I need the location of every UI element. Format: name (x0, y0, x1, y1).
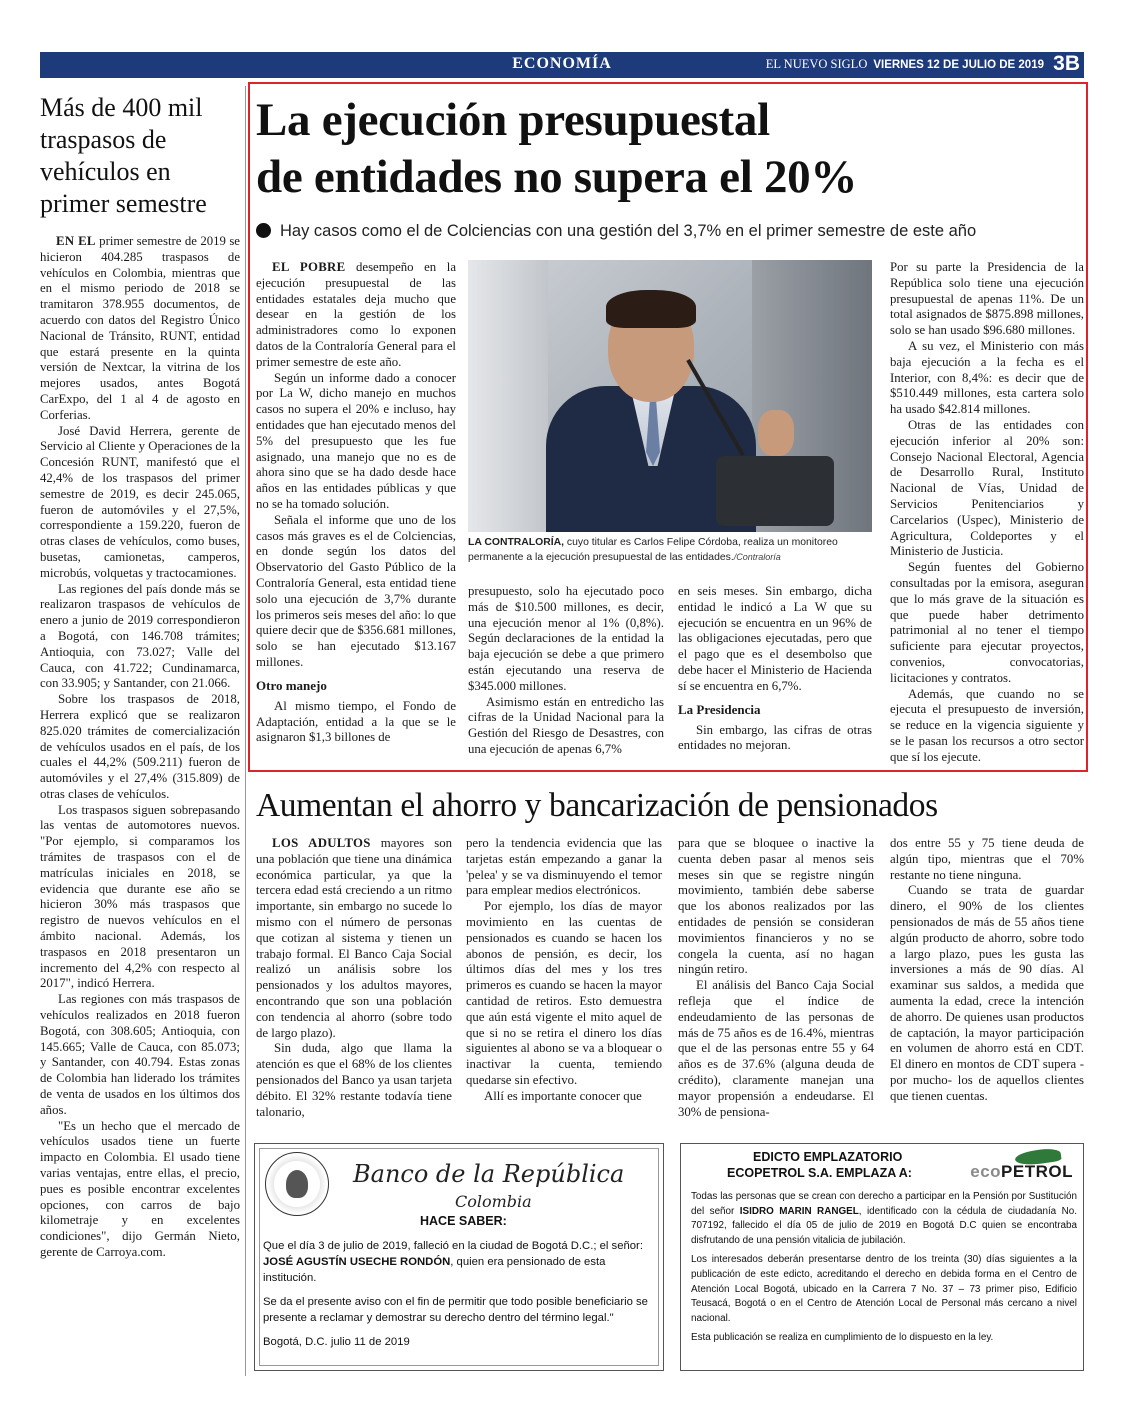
paragraph: dos entre 55 y 75 tiene deuda de algún tipo, mientras que el 70% restante no tiene ninguna. (890, 836, 1084, 882)
left-article-title: Más de 400 mil traspasos de vehículos en primer semestre (40, 93, 207, 218)
paragraph-text: mayores son una población que tiene una dinámica económica particular, ya que la tercera edad está creciendo a un ritmo importante, sin embargo no sucede lo mismo con el número de personas que cotizan al sistema y tienen un trabajo formal. El Banco Caja Social realizó un análisis sobre los pensionados y los adultos mayores, encontrando que son una población con tendencia al ahorro (sobre todo de largo plazo). (256, 836, 453, 1040)
photo-credit: /Contraloría (733, 552, 781, 562)
paragraph: Señala el informe que uno de los casos más graves es el de Colciencias, en donde según los datos del Observatorio del Gasto Público de la Contraloría General, esta entidad tiene solo una ejecución de 3,7% durante los primeros seis meses del año: lo que quiere decir que de $356.681 millones, solo se han ejecutado $13.167 millones. (256, 512, 456, 669)
caption-bold: LA CONTRALORÍA, (468, 537, 565, 548)
paragraph-text: Que el día 3 de julio de 2019, falleció en la ciudad de Bogotá D.C.; el señor: (263, 1240, 643, 1252)
paragraph: Los traspasos siguen sobrepasando las ventas de automotores nuevos. "Por ejemplo, si comparamos los trámites de traspasos con el de matrículas iniciales en 2018, se evidencia que durante ese año se hicieron 30% más traspasos que registro de nuevos vehículos en el ámbito nacional. Además, los traspasos en 2018 presentaron un incremento del 4,2% con respecto al 2017", indicó Herrera. (40, 802, 240, 991)
main-column-3 (678, 584, 872, 754)
second-column-4 (890, 836, 1084, 1105)
paragraph: Se da el presente aviso con el fin de permitir que todo posible beneficiario se presente a reclamar y demostrar su derecho dentro del término legal." (263, 1296, 648, 1324)
page-number: 3B (1053, 52, 1080, 75)
deceased-name: JOSÉ AGUSTÍN USECHE RONDÓN (263, 1256, 451, 1268)
lead-caps: EN EL (56, 234, 96, 248)
logo-part: eco (970, 1162, 1002, 1181)
main-deck (256, 219, 1086, 243)
paper-name: EL NUEVO SIGLO (765, 57, 868, 71)
second-column-2 (466, 836, 662, 1105)
subheading: La Presidencia (678, 701, 761, 717)
paragraph: "Es un hecho que el mercado de vehículos usados tiene un fuerte impacto en Colombia. El usado tiene varias ventajas, entre ellas, el precio, pues es posible encontrar excelentes opciones, con carros de bajo kilometraje y en excelentes condiciones", dijo Germán Nieto, gerente de Carroya.com. (40, 1118, 240, 1259)
paragraph-text: , identificado con la cédula de ciudadanía No. 707192, fallecido el día 05 de julio de 2019 en Bogotá D.C quien se encontraba disfrutando de una pensión vitalicia de jubilación. (691, 1205, 1077, 1246)
second-column-1 (256, 836, 452, 1120)
ecopetrol-logo (970, 1162, 1073, 1182)
paragraph: Allí es importante conocer que (484, 1088, 642, 1103)
masthead (40, 52, 1084, 78)
headline-line: de entidades no supera el 20% (256, 151, 858, 203)
logo-part: PETROL (1001, 1162, 1073, 1181)
paragraph: Bogotá, D.C. julio 11 de 2019 (263, 1336, 410, 1348)
banco-republica-notice (254, 1143, 664, 1371)
bullet-icon (256, 223, 271, 238)
paragraph: Los interesados deberán presentarse dentro de los treinta (30) días siguientes a la publicación de este edicto, acreditando el derecho en debida forma en el Centro de Atención Local Bogotá, ubicado en la Carrera 7 No. 37 – 73 primer piso, Edificio Teusacá, Bogotá o en el Centro de Atención Local de Personal más cercano a nivel nacional. (691, 1254, 1077, 1324)
paragraph: Cuando se trata de guardar dinero, el 90% de los clientes pensionados de más de 55 años tiene algún producto de ahorro, sobre todo a largo plazo, pues les gusta las inversiones a más de 90 días. Al examinar sus saldos, a medida que aumenta la edad, crece la intención de ahorro. De quienes usan productos de captación, la mayor participación en volumen de ahorro está en CDT. El dinero en montos de CDT supera -por mucho- los de aquellos clientes que tienen cuentas. (890, 883, 1084, 1103)
paragraph: José David Herrera, gerente de Servicio al Cliente y Operaciones de la Concesión RUNT, manifestó que el 42,4% de los traspasos del primer semestre de 2019, es decir 245.065, fueron de automóviles y el 27,5%, correspondiente a 159.220, fueron de otras clases de vehículos, como buses, busetas, camionetas, camperos, microbús, volquetas y tractocamiones. (40, 423, 240, 580)
photo-hand (758, 410, 794, 456)
main-headline (256, 92, 1084, 206)
lead-caps: EL POBRE (272, 260, 346, 274)
paragraph (691, 1190, 1077, 1248)
paragraph: Según un informe dado a conocer por La W, dicho manejo en muchos casos no supera el 20% e incluso, hay entidades que han ejecutado menos del 5% del presupuesto que les fue asignado, una manejo que no es de ahora sino que se ha dado desde hace años en las entidades públicas y que no se ha tomado solución. (256, 370, 456, 511)
photo-console (716, 456, 834, 526)
paragraph: Otras de las entidades con ejecución inferior al 20% son: Consejo Nacional Electoral, Agencia de Desarrollo Rural, Instituto Nacional de Vías, Unidad de Servicios Penitenciarios y Carcelarios (Uspec), Ministerio de Agricultura, Coldeportes y el Ministerio de Justicia. (890, 417, 1084, 559)
paragraph: en seis meses. Sin embargo, dicha entidad le indicó a La W que su ejecución se encuentra en un 96% de las obligaciones ejecutadas, pero que el pago que es el desembolso que debe hacer el Ministerio de Hacienda sí se encuentra en 6,7%. (678, 584, 872, 693)
edicto-title: EDICTO EMPLAZATORIO (753, 1150, 903, 1164)
paragraph-text: primer semestre de 2019 se hicieron 404.285 traspasos de vehículos en Colombia, mientras que en el mismo periodo de 2018 se tramitaron 378.955 documentos, de acuerdo con datos del Registro Único Nacional de Tránsito, RUNT, entidad que estará presente en la quinta versión de Nextcar, la vitrina de los mejores usados, antes Bogotá CarExpo, del 1 al 4 de agosto en Corferias. (40, 234, 240, 422)
edicto-subtitle: ECOPETROL S.A. EMPLAZA A: (727, 1166, 912, 1180)
deceased-name: ISIDRO MARIN RANGEL (739, 1205, 859, 1217)
paragraph: para que se bloquee o inactive la cuenta deben pasar al menos seis meses sin que se registre ningún movimiento, también debe saberse que los abonos realizados por las entidades de pensión se consideran movimientos financieros y no se congela la cuenta, así no hagan ningún retiro. (678, 836, 874, 977)
second-column-3 (678, 836, 874, 1120)
bank-seal-icon (265, 1152, 329, 1216)
paragraph: Asimismo están en entredicho las cifras de la Unidad Nacional para la Gestión del Riesgo de Desastres, con una ejecución de apenas 6,7% (468, 694, 664, 756)
paragraph: Según fuentes del Gobierno consultadas por la emisora, aseguran que lo más grave de la situación es que puede haber detrimento patrimonial al no tener el tiempo suficiente para ejecutar proyectos, convenios, convocatorias, licitaciones y contratos. (890, 560, 1084, 685)
column-divider (245, 86, 246, 1376)
ecopetrol-edicto (680, 1143, 1084, 1371)
section-name: ECONOMÍA (512, 55, 612, 72)
edicto-text (691, 1190, 1077, 1351)
caption-text: cuyo titular es Carlos Felipe Córdoba, realiza un monitoreo permanente a la ejecución presupuestal de las entidades. (468, 537, 838, 563)
paragraph (256, 260, 456, 371)
paragraph: El análisis del Banco Caja Social refleja que el índice de endeudamiento de las personas de más de 75 años es de 16.4%, mientras que el de las personas entre 55 y 64 años es de 37.6% (alguna deuda de crédito), claramente manejan una mayor propensión a endeudarse. El 30% de pensiona- (678, 978, 874, 1119)
paragraph: Por su parte la Presidencia de la República solo tiene una ejecución presupuestal de apenas 11%. De un total asignados de $875.898 millones, solo se han usado $96.680 millones. (890, 260, 1084, 338)
paragraph (263, 1238, 655, 1286)
paragraph (40, 234, 240, 424)
photo-chair (468, 260, 548, 532)
photo-hair (606, 290, 696, 328)
main-article-highlight (248, 82, 1088, 772)
paragraph: Las regiones del país donde más se realizaron traspasos de vehículos de enero a junio de 2019 correspondieron a Bogotá, con 146.708 trámites; Antioquia, con 73.027; Valle del Cauca, con 41.722; Cundinamarca, con 33.905; y Santander, con 21.066. (40, 581, 240, 691)
contraloria-photo (468, 260, 872, 532)
paragraph: Por ejemplo, los días de mayor movimiento en las cuentas de pensionados es cuando se hacen los abonos de pensión, es decir, los últimos días del mes y los tres primeros es cuando se hacen la mayor cantidad de retiros. Esto demuestra que aún está vigente el mito aquel de que si no se retira el dinero los días siguientes al abono se va a bloquear o inactivar la cuenta, temiendo quedarse sin efectivo. (466, 899, 662, 1087)
main-column-1 (256, 260, 456, 746)
headline-line: La ejecución presupuestal (256, 94, 770, 146)
paragraph: A su vez, el Ministerio con más baja ejecución a la fecha es el Interior, con 8,4%: es decir que de $510.449 millones, esta cartera solo ha usado $42.814 millones. (890, 338, 1084, 417)
paragraph: pero la tendencia evidencia que las tarjetas están empezando a ganar la 'pelea' y se va disminuyendo el temor para emplear medios electrónicos. (466, 836, 662, 898)
paragraph-text: Todas las personas que se crean con derecho a participar en la Pensión por Sustitución del señor (691, 1191, 1077, 1217)
issue-date: VIERNES 12 DE JULIO DE 2019 (873, 59, 1044, 71)
subheading: Otro manejo (256, 677, 327, 693)
bank-country: Colombia (455, 1192, 532, 1211)
second-headline: Aumentan el ahorro y bancarización de pensionados (256, 787, 938, 824)
main-column-4 (890, 260, 1084, 766)
deck-text: Hay casos como el de Colciencias con una gestión del 3,7% en el primer semestre de este año (280, 222, 977, 240)
paragraph: Al mismo tiempo, el Fondo de Adaptación, entidad a la que se le asignaron $1,3 billones de (256, 698, 456, 745)
paragraph: Sobre los traspasos de 2018, Herrera explicó que se realizaron 825.020 trámites de comercialización de vehículos usados en el país, de los cuales el 44,2% (509.211) fueron de automóviles y el 27,4% (315.809) de otras clases de vehículos. (40, 692, 240, 801)
lead-caps: LOS ADULTOS (272, 836, 371, 850)
paragraph: Esta publicación se realiza en cumplimiento de lo dispuesto en la ley. (691, 1332, 994, 1344)
paragraph: Sin embargo, las cifras de otras entidades no mejoran. (678, 722, 872, 753)
paragraph (256, 836, 452, 1041)
paragraph: Las regiones con más traspasos de vehículos realizados en 2018 fueron Bogotá, con 308.605; Antioquia, con 145.665; Valle de Cauca, con 85.073; y Santander, con 40.794. Estas zonas de Colombia han liderado los trámites de venta de usados en los últimos dos años. (40, 992, 240, 1117)
notice-text (263, 1238, 655, 1358)
bank-name: Banco de la República (353, 1160, 625, 1188)
paragraph-text: desempeño en la ejecución presupuestal de las entidades estatales deja mucho que desear en la gestión de los administradores como lo exponen datos de la Contraloría General para el primer semestre de este año. (256, 260, 457, 369)
hace-saber: HACE SABER: (420, 1214, 507, 1228)
paragraph: Sin duda, algo que llama la atención es que el 68% de los clientes pensionados del Banco ya usan tarjeta débito. El 32% restante todavía tiene talonario, (256, 1041, 452, 1119)
masthead-dateline (766, 57, 1044, 72)
left-article (40, 92, 240, 1261)
paragraph: presupuesto, solo ha ejecutado poco más de $10.500 millones, es decir, una ejecución menor al 1% (0,8%). Según declaraciones de la entidad la baja ejecución se debe a que primero están ejecutando una reserva de $345.000 millones. (468, 584, 664, 693)
paragraph-text: , quien era pensionado de esta institución. (263, 1256, 606, 1284)
left-article-body (40, 234, 240, 1261)
paragraph: Además, que cuando no se ejecuta el presupuesto de inversión, se reduce en la vigencia siguiente y se le pasan los recursos a otro sector que sí los ejecute. (890, 686, 1084, 764)
photo-caption (468, 536, 872, 565)
main-column-2 (468, 584, 664, 758)
